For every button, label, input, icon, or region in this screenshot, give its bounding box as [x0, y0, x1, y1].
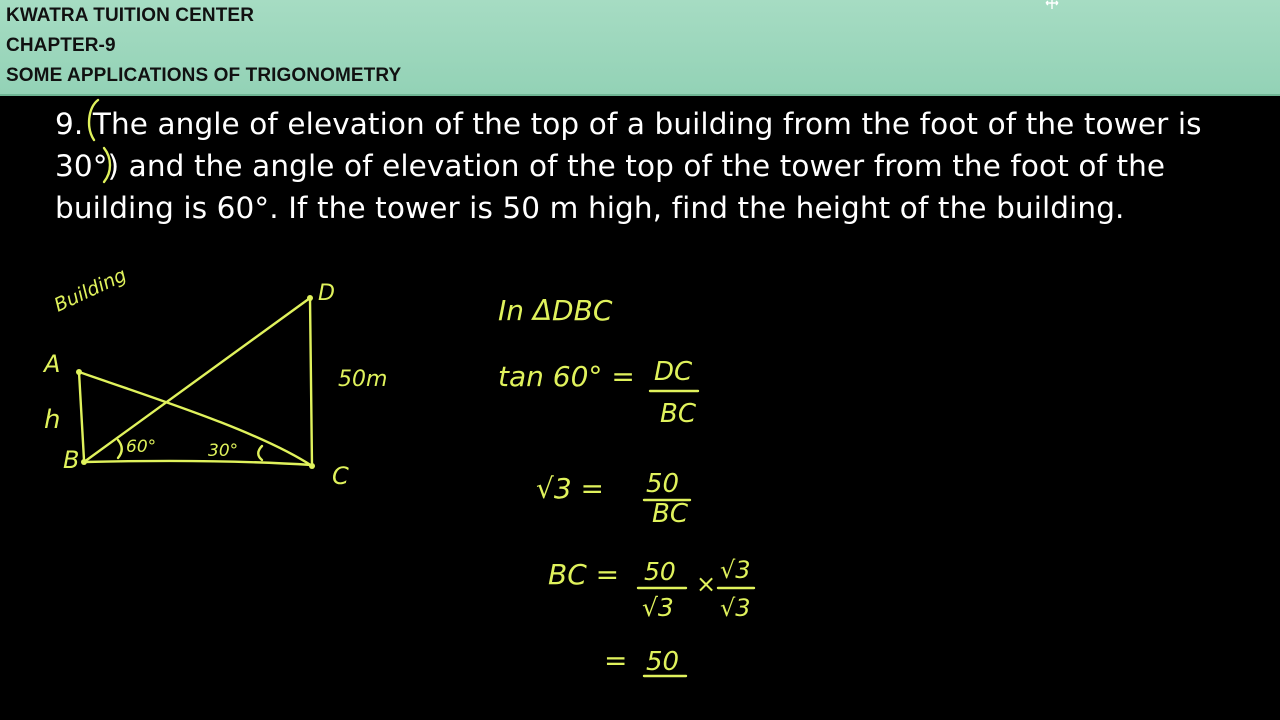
step-final-equals: = [604, 644, 628, 677]
point-c-label: C [332, 462, 349, 490]
step-bc-multiply: × [696, 570, 717, 598]
step-bc-denominator-1: √3 [642, 593, 674, 622]
point-b-label: B [63, 446, 80, 474]
step-tan-lhs: tan 60° = [498, 360, 635, 393]
angle-30-label: 30° [208, 441, 239, 461]
angle-arc-b [118, 440, 122, 458]
height-h-label: h [44, 405, 61, 435]
step-bc-numerator-1: 50 [644, 557, 676, 586]
question-line-2: 30°) and the angle of elevation of the top of the tower from the foot of the [55, 149, 1166, 183]
step-root3-denominator: BC [652, 499, 688, 529]
solution-steps [498, 294, 754, 677]
point-d-label: D [318, 281, 335, 306]
point-b-dot [81, 459, 87, 465]
point-c-dot [309, 463, 315, 469]
point-a-dot [76, 369, 82, 375]
step-bc-lhs: BC = [548, 558, 620, 591]
step-tan-denominator: BC [660, 399, 696, 429]
step-bc-numerator-2: √3 [720, 556, 751, 584]
question-line-1: 9. The angle of elevation of the top of a building from the foot of the tower is [55, 107, 1202, 141]
question-line-3: building is 60°. If the tower is 50 m high, find the height of the building. [55, 191, 1125, 225]
step-tan-numerator: DC [654, 357, 693, 387]
chapter-number: CHAPTER-9 [6, 35, 116, 56]
point-d-dot [307, 295, 313, 301]
geometry-diagram [42, 264, 387, 490]
step-triangle-heading: In ΔDBC [498, 294, 613, 327]
chapter-title: SOME APPLICATIONS OF TRIGONOMETRY [6, 65, 402, 86]
step-bc-denominator-2: √3 [720, 594, 751, 622]
tower-height-label: 50m [338, 367, 388, 392]
angle-60-label: 60° [126, 437, 157, 457]
angle-arc-c [258, 446, 262, 460]
highlight-open-bracket [89, 100, 98, 140]
step-root3-numerator: 50 [646, 469, 680, 499]
building-side-ab [79, 372, 84, 460]
point-a-label: A [44, 350, 61, 378]
highlight-close-bracket [104, 148, 110, 182]
ground-line-bc [84, 461, 312, 465]
line-of-sight-bd [84, 298, 310, 462]
building-label: Building [50, 264, 130, 317]
step-final-numerator: 50 [646, 647, 680, 677]
step-root3-lhs: √3 = [536, 472, 605, 505]
tower-side-dc [310, 298, 312, 466]
line-of-sight-ca [79, 372, 312, 466]
institute-name: KWATRA TUITION CENTER [6, 5, 255, 26]
